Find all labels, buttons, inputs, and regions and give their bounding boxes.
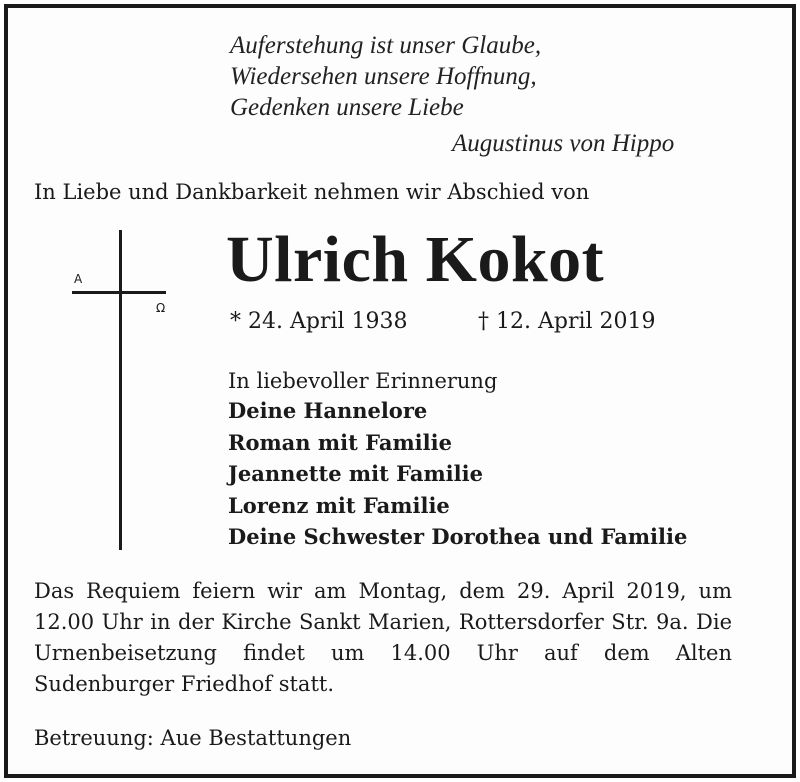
omega-symbol: Ω [156, 301, 166, 315]
mourner-item: Deine Schwester Dorothea und Familie [228, 524, 688, 549]
service-text: Das Requiem feiern wir am Montag, dem 29. April 2019, um 12.00 Uhr in der Kirche Sankt Marien, Rottersdorfer Str. 9a. Die Urnenbeisetzung findet um 14.00 Uhr auf dem Alten Sudenburger Friedhof statt. [34, 579, 732, 696]
cross-icon-vertical [119, 230, 122, 550]
memory-heading: In liebevoller Erinnerung [228, 369, 498, 393]
cross-icon-horizontal [72, 291, 166, 294]
death-date: † 12. April 2019 [478, 309, 656, 334]
funeral-home: Betreuung: Aue Bestattungen [34, 726, 352, 750]
mourners-list [228, 395, 687, 553]
poem-author: Augustinus von Hippo [452, 130, 675, 157]
mourner-item: Lorenz mit Familie [228, 492, 450, 518]
deceased-name: Ulrich Kokot [226, 223, 605, 296]
poem-quote [230, 30, 675, 157]
poem-line: Wiedersehen unsere Hoffnung, [230, 63, 537, 90]
birth-date: * 24. April 1938 [230, 309, 408, 334]
poem-line: Gedenken unsere Liebe [230, 94, 464, 121]
mourner-item: Roman mit Familie [228, 429, 452, 455]
poem-line: Auferstehung ist unser Glaube, [230, 32, 542, 59]
mourner-item: Jeannette mit Familie [228, 461, 483, 486]
intro-text: In Liebe und Dankbarkeit nehmen wir Abschied von [34, 180, 590, 204]
alpha-symbol: A [74, 272, 83, 286]
mourner-item: Deine Hannelore [228, 398, 428, 423]
